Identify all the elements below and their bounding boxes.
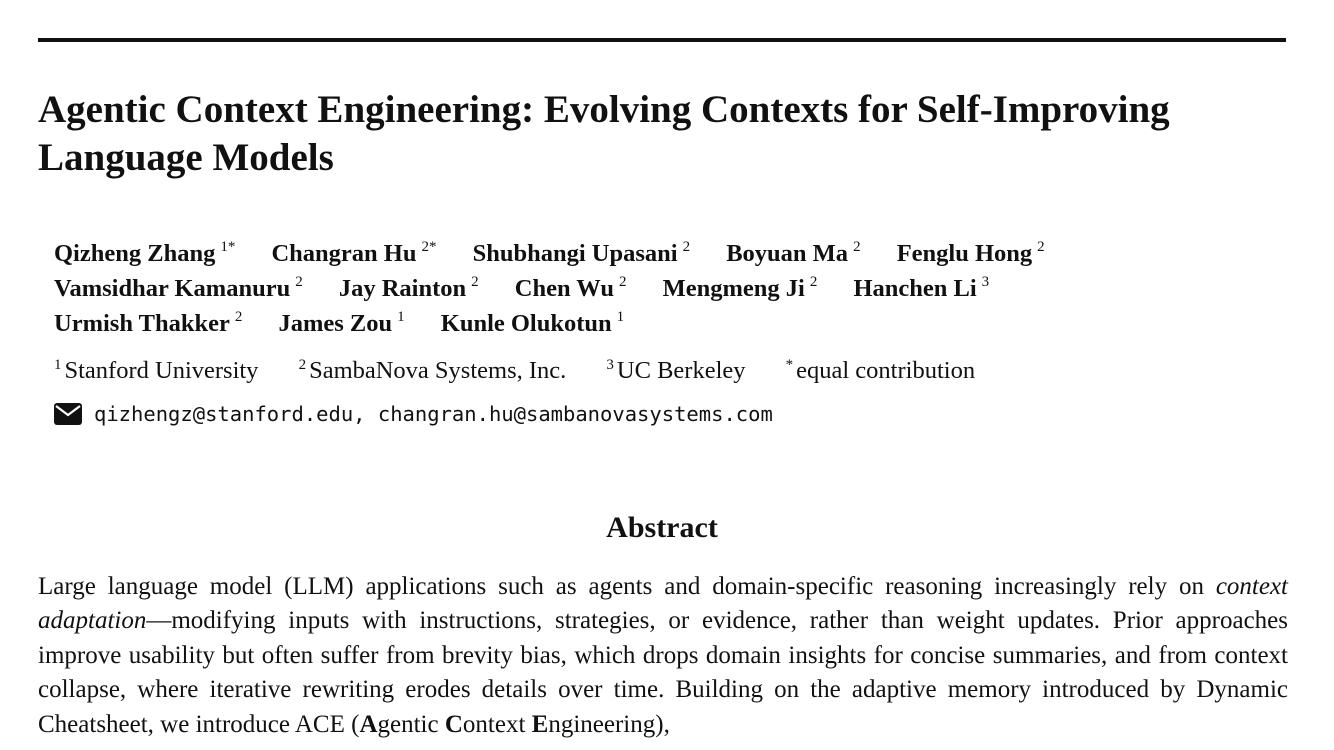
author-affiliation-mark: 2 (682, 239, 691, 255)
acronym-rest: ngineering (548, 710, 656, 738)
author-name: Fenglu Hong (896, 240, 1033, 267)
abstract-emphasis: context adaptation (38, 573, 1288, 635)
author (54, 306, 242, 345)
acronym-rest: ontext (462, 710, 532, 738)
acronym-letter: C (444, 710, 463, 738)
author-affiliation-mark: 2 (1037, 239, 1045, 255)
author-line (54, 271, 1314, 306)
author-name: Mengmeng Ji (662, 275, 805, 302)
author (473, 236, 690, 275)
author-name: Changran Hu (271, 240, 417, 267)
abstract-text (38, 570, 1288, 742)
author-name: James Zou (278, 310, 393, 337)
author-name: Hanchen Li (853, 275, 977, 302)
envelope-icon (54, 403, 82, 425)
affiliation (54, 354, 258, 391)
author (54, 236, 235, 275)
author (278, 306, 404, 345)
author-affiliation-mark: 2* (421, 239, 437, 255)
acronym-letter: E (531, 710, 549, 738)
top-rule (38, 38, 1286, 42)
author (441, 306, 624, 345)
author-name: Urmish Thakker (54, 310, 230, 337)
author (663, 271, 818, 310)
author-name: Qizheng Zhang (54, 240, 216, 267)
abstract-lead: Large language model (LLM) applications such as agents and domain-specific reasoning increasingly rely on (38, 573, 1216, 600)
affiliation-mark: 1 (54, 357, 62, 373)
affiliation-name: SambaNova Systems, Inc. (309, 357, 567, 384)
author-name: Chen Wu (514, 275, 614, 302)
author-name: Kunle Olukotun (440, 310, 612, 337)
author (515, 271, 627, 310)
author-name: Boyuan Ma (726, 240, 849, 267)
affiliation (299, 354, 567, 391)
paper-title: Agentic Context Engineering: Evolving Contexts for Self-Improving Language Models (38, 88, 1170, 179)
author-affiliation-mark: 2 (234, 309, 243, 325)
author-affiliation-mark: 1 (616, 309, 625, 325)
abstract-body: —modifying inputs with instructions, strategies, or evidence, rather than weight updates. Prior approaches improve usability but often suffer from brevity bias, which drops domain insights for concise summaries, and from context collapse, where iterative rewriting erodes details over time. Building on the adaptive memory introduced by Dynamic Cheatsheet, we introduce ACE ( (38, 607, 1288, 738)
author-affiliation-mark: 2 (853, 239, 861, 255)
author-affiliation-mark: 2 (809, 274, 818, 290)
affiliation-mark: 3 (606, 357, 614, 373)
author (271, 236, 436, 275)
author-name: Jay Rainton (338, 275, 467, 302)
contact-email (54, 398, 773, 430)
author (54, 271, 303, 310)
affiliation-name: equal contribution (796, 357, 976, 384)
author-affiliation-mark: 2 (618, 274, 627, 290)
author-affiliation-mark: 1 (397, 309, 405, 325)
author-affiliation-mark: 3 (981, 274, 990, 290)
author-name: Vamsidhar Kamanuru (54, 275, 291, 302)
abstract-heading: Abstract (606, 511, 718, 544)
affiliation-name: UC Berkeley (616, 357, 746, 384)
affiliation (786, 354, 975, 391)
abstract-tail: ), (655, 710, 670, 738)
author-affiliation-mark: 1* (220, 239, 236, 255)
author-affiliation-mark: 2 (295, 274, 303, 290)
author-line (54, 306, 1314, 341)
affiliation-list (54, 354, 1009, 391)
author-list (54, 236, 1314, 341)
author (897, 236, 1045, 275)
author-line (54, 236, 1314, 271)
author-name: Shubhangi Upasani (472, 240, 678, 267)
affiliation (606, 354, 745, 391)
author (339, 271, 479, 310)
author-affiliation-mark: 2 (471, 274, 479, 290)
affiliation-name: Stanford University (64, 357, 259, 384)
affiliation-mark: * (785, 357, 794, 373)
acronym-rest: gentic (377, 710, 445, 738)
affiliation-mark: 2 (298, 357, 307, 373)
author (853, 271, 989, 310)
acronym-letter: A (359, 710, 378, 738)
email-addresses[interactable]: qizhengz@stanford.edu, changran.hu@sambanovasystems.com (94, 402, 773, 426)
author (726, 236, 860, 275)
